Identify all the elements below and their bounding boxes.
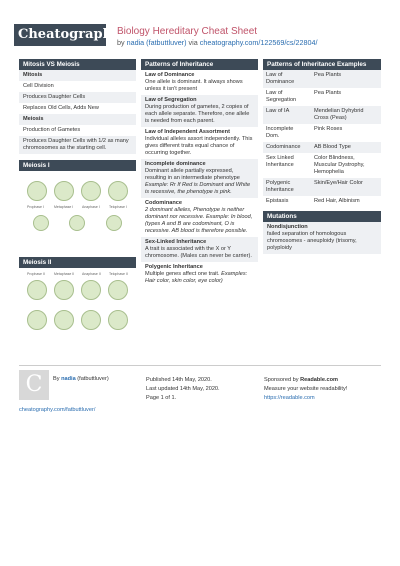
section-header-patterns-of-inheritance: Patterns of Inheritance: [141, 59, 258, 70]
column-3: [263, 59, 381, 254]
page-title: Biology Hereditary Cheat Sheet: [117, 26, 258, 37]
via-text: via: [188, 38, 198, 47]
item-heading: Polygenic Inheritance: [145, 264, 203, 270]
mitosis-row: Replaces Old Cells, Adds New: [23, 105, 99, 111]
item-text: failed separation of homologous chromosomes - aneuploidy (trisomy, polyploidy: [267, 231, 357, 251]
meiosis-heading: Meiosis: [19, 114, 136, 125]
table-value: Pink Roses: [314, 126, 343, 132]
sponsor-prefix: Sponsored by: [264, 377, 299, 383]
examples-table: [263, 70, 381, 207]
item-heading: Law of Dominance: [145, 72, 195, 78]
updated-date: Last updated 14th May, 2020.: [146, 386, 220, 392]
footer-dates: [146, 376, 220, 403]
item-text: A trait is associated with the X or Y chromosome. (Males can never be carrier).: [145, 246, 252, 259]
item-text: Multiple genes affect one trait.: [145, 271, 220, 277]
cell-image: [54, 310, 74, 330]
item-heading: Nondisjunction: [267, 224, 308, 230]
byline: [117, 38, 317, 47]
footer-divider: [19, 365, 381, 366]
footer-author-link[interactable]: nadia: [61, 376, 76, 382]
item-example: Example: In blood, (types A and B are codominant, O is recessive. AB blood is therefore possible.: [145, 214, 253, 234]
table-value: Skin/Eye/Hair Color: [311, 178, 381, 196]
sheet-url-link[interactable]: cheatography.com/122569/cs/22804/: [199, 38, 318, 47]
header: [0, 0, 400, 56]
item-heading: Codominance: [145, 200, 182, 206]
table-row: [263, 142, 381, 153]
cell-image: [27, 310, 47, 330]
item-text: During production of gametes, 2 copies of each allele separate. Therefore, one allele is needed from each parent.: [145, 104, 250, 124]
item-heading: Sex-Linked Inheritance: [145, 239, 207, 245]
item-heading: Incomplete dominance: [145, 161, 206, 167]
inheritance-item: [141, 198, 258, 237]
published-date: Published 14th May, 2020.: [146, 377, 212, 383]
table-key: Sex Linked Inheritance: [266, 155, 294, 168]
inheritance-item: [141, 262, 258, 287]
cheatography-logo[interactable]: Cheatography: [14, 24, 106, 46]
footer-author: [53, 376, 109, 382]
diagram-label: Telophase I: [109, 205, 127, 209]
table-value: AB Blood Type: [311, 142, 381, 153]
cell-image: [81, 310, 101, 330]
sponsor-text: Measure your website readability!: [264, 386, 348, 392]
footer-author-handle: (fatbuttluver): [77, 376, 109, 382]
cell-image: [54, 280, 74, 300]
section-header-meiosis-i: Meiosis I: [19, 160, 136, 171]
meiosis-i-diagram: [19, 171, 136, 243]
mitosis-row: Produces Daughter Cells: [19, 92, 136, 103]
item-text: Individual alleles assort independently. This gives different traits equal chance of occurring together.: [145, 136, 253, 156]
by-prefix: by: [117, 38, 125, 47]
table-row: [263, 196, 381, 207]
inheritance-item: [141, 127, 258, 159]
cell-image: [108, 280, 128, 300]
cell-image: [108, 310, 128, 330]
table-key: Law of Segregation: [266, 90, 297, 103]
cell-image: [81, 181, 101, 201]
table-row: [263, 178, 381, 196]
table-key: Epistasis: [266, 198, 289, 204]
table-value: Pea Plants: [311, 70, 381, 88]
section-header-inheritance-examples: Patterns of Inheritance Examples: [263, 59, 381, 70]
item-example: Example: Rr If Red is Dominant and White is recessive, the phenotype is pink.: [145, 182, 251, 195]
meiosis-row: Production of Gametes: [23, 127, 81, 133]
diagram-label: Anaphase I: [82, 205, 100, 209]
item-heading: Law of Segregation: [145, 97, 197, 103]
item-heading: Law of Independent Assortment: [145, 129, 230, 135]
meiosis-row: Produces Daughter Cells with 1/2 as many chromosomes as the starting cell.: [19, 136, 136, 154]
page-number: Page 1 of 1.: [146, 395, 177, 401]
inheritance-item: [141, 237, 258, 262]
section-header-mitosis-vs-meiosis: Mitosis VS Meiosis: [19, 59, 136, 70]
table-key: Polygenic Inheritance: [263, 178, 311, 196]
cell-image: [27, 181, 47, 201]
diagram-label: Metaphase I: [54, 205, 74, 209]
cell-image: [108, 181, 128, 201]
footer-by-prefix: By: [53, 376, 60, 382]
diagram-label: Prophase II: [27, 272, 45, 276]
cell-image: [106, 215, 122, 231]
item-text: One allele is dominant. It always shows unless it isn't present: [145, 79, 243, 92]
table-value: Pea Plants: [314, 90, 342, 96]
section-header-mutations: Mutations: [263, 211, 381, 222]
cell-image: [69, 215, 85, 231]
section-header-meiosis-ii: Meiosis II: [19, 257, 136, 268]
table-value: Mendelian Dyhybrid Cross (Peas): [311, 106, 381, 124]
table-row: [263, 70, 381, 88]
table-key: Law of Dominance: [263, 70, 311, 88]
sponsor-name[interactable]: Readable.com: [300, 377, 339, 383]
meiosis-ii-diagram: [19, 268, 136, 348]
table-value: Red Hair, Albinism: [314, 198, 360, 204]
mitosis-row: Cell Division: [23, 83, 54, 89]
diagram-label: Telophase II: [109, 272, 128, 276]
diagram-label: Anaphase II: [82, 272, 101, 276]
table-row: [263, 153, 381, 178]
footer-sponsor: [264, 376, 347, 403]
table-key: Incomplete Dom.: [266, 126, 294, 139]
table-key: Law of IA: [263, 106, 311, 124]
footer-author-url[interactable]: cheatography.com/fatbuttluver/: [19, 407, 96, 413]
author-avatar[interactable]: C: [19, 370, 49, 400]
table-value: Color Blindness, Muscular Dystrophy, Hemophelia: [314, 155, 365, 175]
mutation-item: [263, 222, 381, 254]
author-link[interactable]: nadia (fatbuttluver): [126, 38, 187, 47]
sponsor-url[interactable]: https://readable.com: [264, 395, 315, 401]
inheritance-item: [141, 159, 258, 198]
column-2: [141, 59, 258, 287]
inheritance-item: [141, 70, 258, 95]
cell-image: [27, 280, 47, 300]
cell-image: [54, 181, 74, 201]
inheritance-item: [141, 95, 258, 127]
item-text: Dominant allele partially expressed, resulting in an intermediate phenotype: [145, 168, 240, 181]
table-row: [263, 106, 381, 124]
table-row: [263, 124, 381, 142]
table-key: Codominance: [263, 142, 311, 153]
mitosis-heading: Mitosis: [19, 70, 136, 81]
diagram-label: Metaphase II: [54, 272, 75, 276]
table-row: [263, 88, 381, 106]
cell-image: [33, 215, 49, 231]
column-1: [19, 59, 136, 348]
cell-image: [81, 280, 101, 300]
item-text: 2 dominant alleles, Phenotype is neither dominant nor recessive.: [145, 207, 245, 220]
item-example: Examples: Hair color, skin color, eye color): [145, 271, 248, 284]
diagram-label: Prophase I: [27, 205, 44, 209]
